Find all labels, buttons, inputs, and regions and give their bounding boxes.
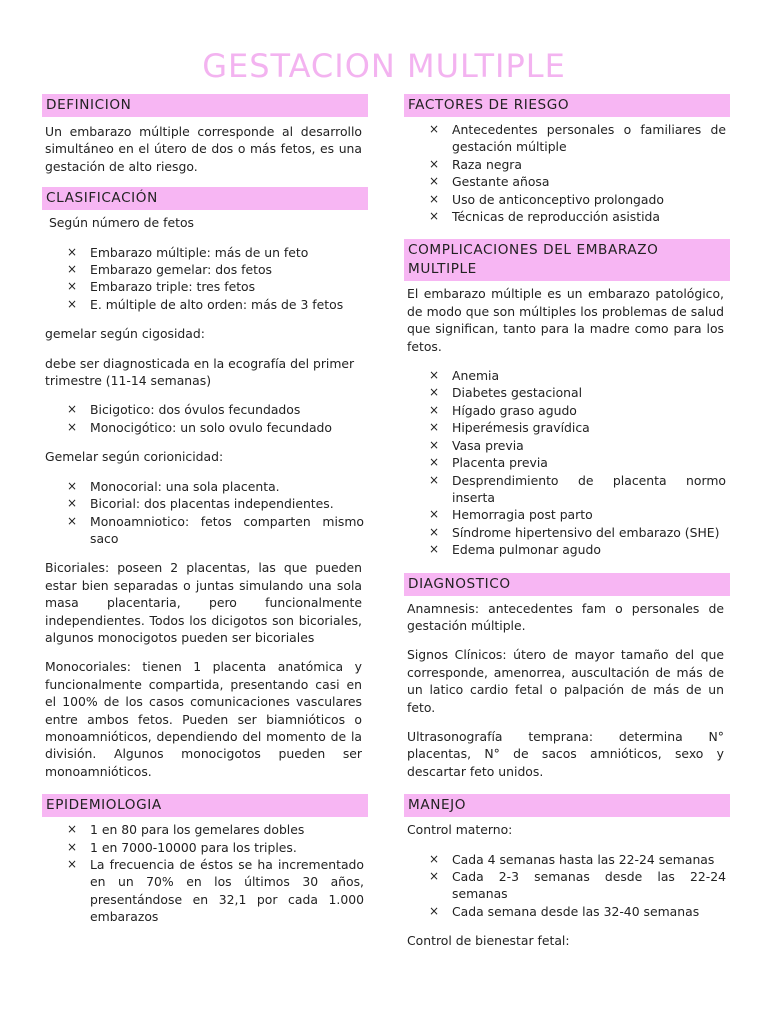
- x-mark-icon: ×: [429, 122, 440, 136]
- list-item-text: Antecedentes personales o familiares de gestación múltiple: [452, 122, 726, 155]
- x-mark-icon: ×: [429, 420, 440, 435]
- list-item-text: Edema pulmonar agudo: [452, 542, 601, 558]
- bicoriales-text: Bicoriales: poseen 2 placentas, las que pueden estar bien separadas o juntas simulando una sola masa placentaria, pero funcionalmente independientes. Todos los dicigotos son bicoriales, algunos monocigotos pueden ser bicoriales: [45, 560, 362, 645]
- x-mark-icon: ×: [429, 507, 440, 522]
- x-mark-icon: ×: [429, 156, 440, 171]
- list-item: [404, 384, 726, 401]
- x-mark-icon: ×: [67, 857, 78, 871]
- x-mark-icon: ×: [429, 851, 440, 866]
- list-item-text: Diabetes gestacional: [452, 385, 583, 401]
- x-mark-icon: ×: [67, 478, 78, 493]
- list-item-text: Embarazo múltiple: más de un feto: [90, 244, 309, 260]
- list-item-text: Bicorial: dos placentas independientes.: [90, 496, 334, 512]
- epidemiologia-list: [42, 821, 364, 925]
- list-item: [404, 851, 726, 868]
- manejo-list: [404, 851, 726, 921]
- clasificacion-intro: Según número de fetos: [45, 215, 194, 231]
- list-item: [42, 244, 364, 261]
- left-column: [42, 94, 364, 926]
- section-heading-diagnostico: DIAGNOSTICO: [404, 573, 730, 596]
- list-item-text: Hígado graso agudo: [452, 402, 577, 418]
- section-heading-definicion: DEFINICION: [42, 94, 368, 117]
- x-mark-icon: ×: [429, 903, 440, 918]
- list-item: [404, 121, 726, 156]
- signos-text: Signos Clínicos: útero de mayor tamaño del que corresponde, amenorrea, auscultación de más de un latico cardio fetal o palpación de más de un feto.: [407, 647, 724, 715]
- list-item-text: Placenta previa: [452, 455, 548, 471]
- list-item: [404, 156, 726, 173]
- x-mark-icon: ×: [429, 174, 440, 189]
- list-item: [42, 856, 364, 926]
- list-item-text: Vasa previa: [452, 437, 524, 453]
- page-title: GESTACION MULTIPLE: [202, 47, 566, 85]
- list-item-text: Embarazo gemelar: dos fetos: [90, 262, 272, 278]
- x-mark-icon: ×: [429, 524, 440, 539]
- list-item: [42, 478, 364, 495]
- section-heading-complicaciones: COMPLICACIONES DEL EMBARAZO MULTIPLE: [404, 239, 730, 281]
- list-item-text: Desprendimiento de placenta normo inserta: [452, 472, 726, 505]
- list-item: [42, 419, 364, 436]
- corionicidad-text: Gemelar según corionicidad:: [45, 449, 224, 465]
- list-item: [404, 472, 726, 507]
- ultrasonografia-text: Ultrasonografía temprana: determina N° placentas, N° de sacos amnióticos, sexo y descartar feto unidos.: [407, 728, 724, 779]
- list-item: [404, 191, 726, 208]
- x-mark-icon: ×: [67, 822, 78, 837]
- list-item: [404, 454, 726, 471]
- monocoriales-text: Monocoriales: tienen 1 placenta anatómica y funcionalmente compartida, presentando casi en el 100% de los casos comunicaciones vasculares entre ambos fetos. Pueden ser biamnióticos o monoamnióticos, dependiendo del momento de la división. Algunos monocigotos pueden ser monoamnióticos.: [45, 659, 362, 779]
- list-item-text: Hiperémesis gravídica: [452, 420, 590, 436]
- list-item-text: Embarazo triple: tres fetos: [90, 279, 256, 295]
- clasificacion-list-corionicidad: [42, 478, 364, 548]
- x-mark-icon: ×: [429, 472, 440, 487]
- x-mark-icon: ×: [429, 191, 440, 206]
- x-mark-icon: ×: [429, 385, 440, 400]
- list-item-text: Cada semana desde las 32-40 semanas: [452, 903, 700, 919]
- list-item: [404, 524, 726, 541]
- list-item: [404, 506, 726, 523]
- section-heading-epidemiologia: EPIDEMIOLOGIA: [42, 794, 368, 817]
- list-item-text: La frecuencia de éstos se ha incrementado en un 70% en los últimos 30 años, presentándose en 32,1 por cada 1.000 embarazos: [90, 857, 364, 925]
- x-mark-icon: ×: [429, 368, 440, 383]
- list-item: [42, 278, 364, 295]
- list-item-text: Uso de anticonceptivo prolongado: [452, 191, 664, 207]
- complicaciones-list: [404, 367, 726, 558]
- list-item: [404, 173, 726, 190]
- ecografia-text: debe ser diagnosticada en la ecografía del primer trimestre (11-14 semanas): [45, 355, 355, 389]
- x-mark-icon: ×: [67, 839, 78, 854]
- x-mark-icon: ×: [67, 496, 78, 511]
- section-heading-clasificacion: CLASIFICACIÓN: [42, 187, 368, 210]
- right-column: [404, 94, 726, 950]
- x-mark-icon: ×: [67, 402, 78, 417]
- list-item: [42, 401, 364, 418]
- control-materno-text: Control materno:: [407, 822, 513, 838]
- anamnesis-text: Anamnesis: antecedentes fam o personales de gestación múltiple.: [407, 600, 724, 633]
- list-item: [42, 839, 364, 856]
- x-mark-icon: ×: [67, 513, 78, 528]
- x-mark-icon: ×: [429, 209, 440, 224]
- list-item: [42, 821, 364, 838]
- section-heading-manejo: MANEJO: [404, 794, 730, 817]
- x-mark-icon: ×: [67, 296, 78, 311]
- control-fetal-text: Control de bienestar fetal:: [407, 933, 570, 949]
- list-item: [404, 868, 726, 903]
- list-item-text: 1 en 7000-10000 para los triples.: [90, 839, 297, 855]
- list-item: [404, 208, 726, 225]
- list-item-text: Anemia: [452, 368, 500, 384]
- list-item-text: Hemorragia post parto: [452, 507, 593, 523]
- factores-list: [404, 121, 726, 225]
- list-item-text: Técnicas de reproducción asistida: [452, 209, 660, 225]
- list-item-text: Cada 2-3 semanas desde las 22-24 semanas: [452, 869, 726, 902]
- definicion-text: Un embarazo múltiple corresponde al desarrollo simultáneo en el útero de dos o más fetos, es una gestación de alto riesgo.: [45, 124, 362, 174]
- list-item: [42, 513, 364, 548]
- x-mark-icon: ×: [429, 542, 440, 557]
- x-mark-icon: ×: [67, 419, 78, 434]
- cigosidad-text: gemelar según cigosidad:: [45, 326, 205, 342]
- x-mark-icon: ×: [67, 262, 78, 277]
- clasificacion-list-cigosidad: [42, 401, 364, 436]
- list-item: [404, 903, 726, 920]
- list-item: [404, 419, 726, 436]
- list-item: [404, 367, 726, 384]
- section-heading-factores: FACTORES DE RIESGO: [404, 94, 730, 117]
- x-mark-icon: ×: [429, 455, 440, 470]
- clasificacion-list-fetos: [42, 244, 364, 314]
- x-mark-icon: ×: [67, 279, 78, 294]
- list-item-text: Gestante añosa: [452, 174, 550, 190]
- x-mark-icon: ×: [429, 869, 440, 883]
- x-mark-icon: ×: [67, 244, 78, 259]
- list-item: [404, 402, 726, 419]
- list-item-text: Cada 4 semanas hasta las 22-24 semanas: [452, 851, 715, 867]
- x-mark-icon: ×: [429, 402, 440, 417]
- list-item: [42, 296, 364, 313]
- list-item-text: Raza negra: [452, 156, 522, 172]
- list-item: [42, 261, 364, 278]
- list-item-text: E. múltiple de alto orden: más de 3 fetos: [90, 296, 344, 312]
- list-item-text: Bicigotico: dos óvulos fecundados: [90, 402, 301, 418]
- list-item-text: Monocorial: una sola placenta.: [90, 478, 280, 494]
- list-item: [404, 541, 726, 558]
- list-item: [42, 495, 364, 512]
- x-mark-icon: ×: [429, 437, 440, 452]
- list-item-text: Monoamniotico: fetos comparten mismo saco: [90, 513, 364, 546]
- list-item-text: Monocigótico: un solo ovulo fecundado: [90, 419, 332, 435]
- complicaciones-text: El embarazo múltiple es un embarazo patológico, de modo que son múltiples los problemas de salud que significan, tanto para la madre como para los fetos.: [407, 286, 724, 354]
- list-item-text: 1 en 80 para los gemelares dobles: [90, 822, 305, 838]
- list-item-text: Síndrome hipertensivo del embarazo (SHE): [452, 524, 720, 540]
- list-item: [404, 437, 726, 454]
